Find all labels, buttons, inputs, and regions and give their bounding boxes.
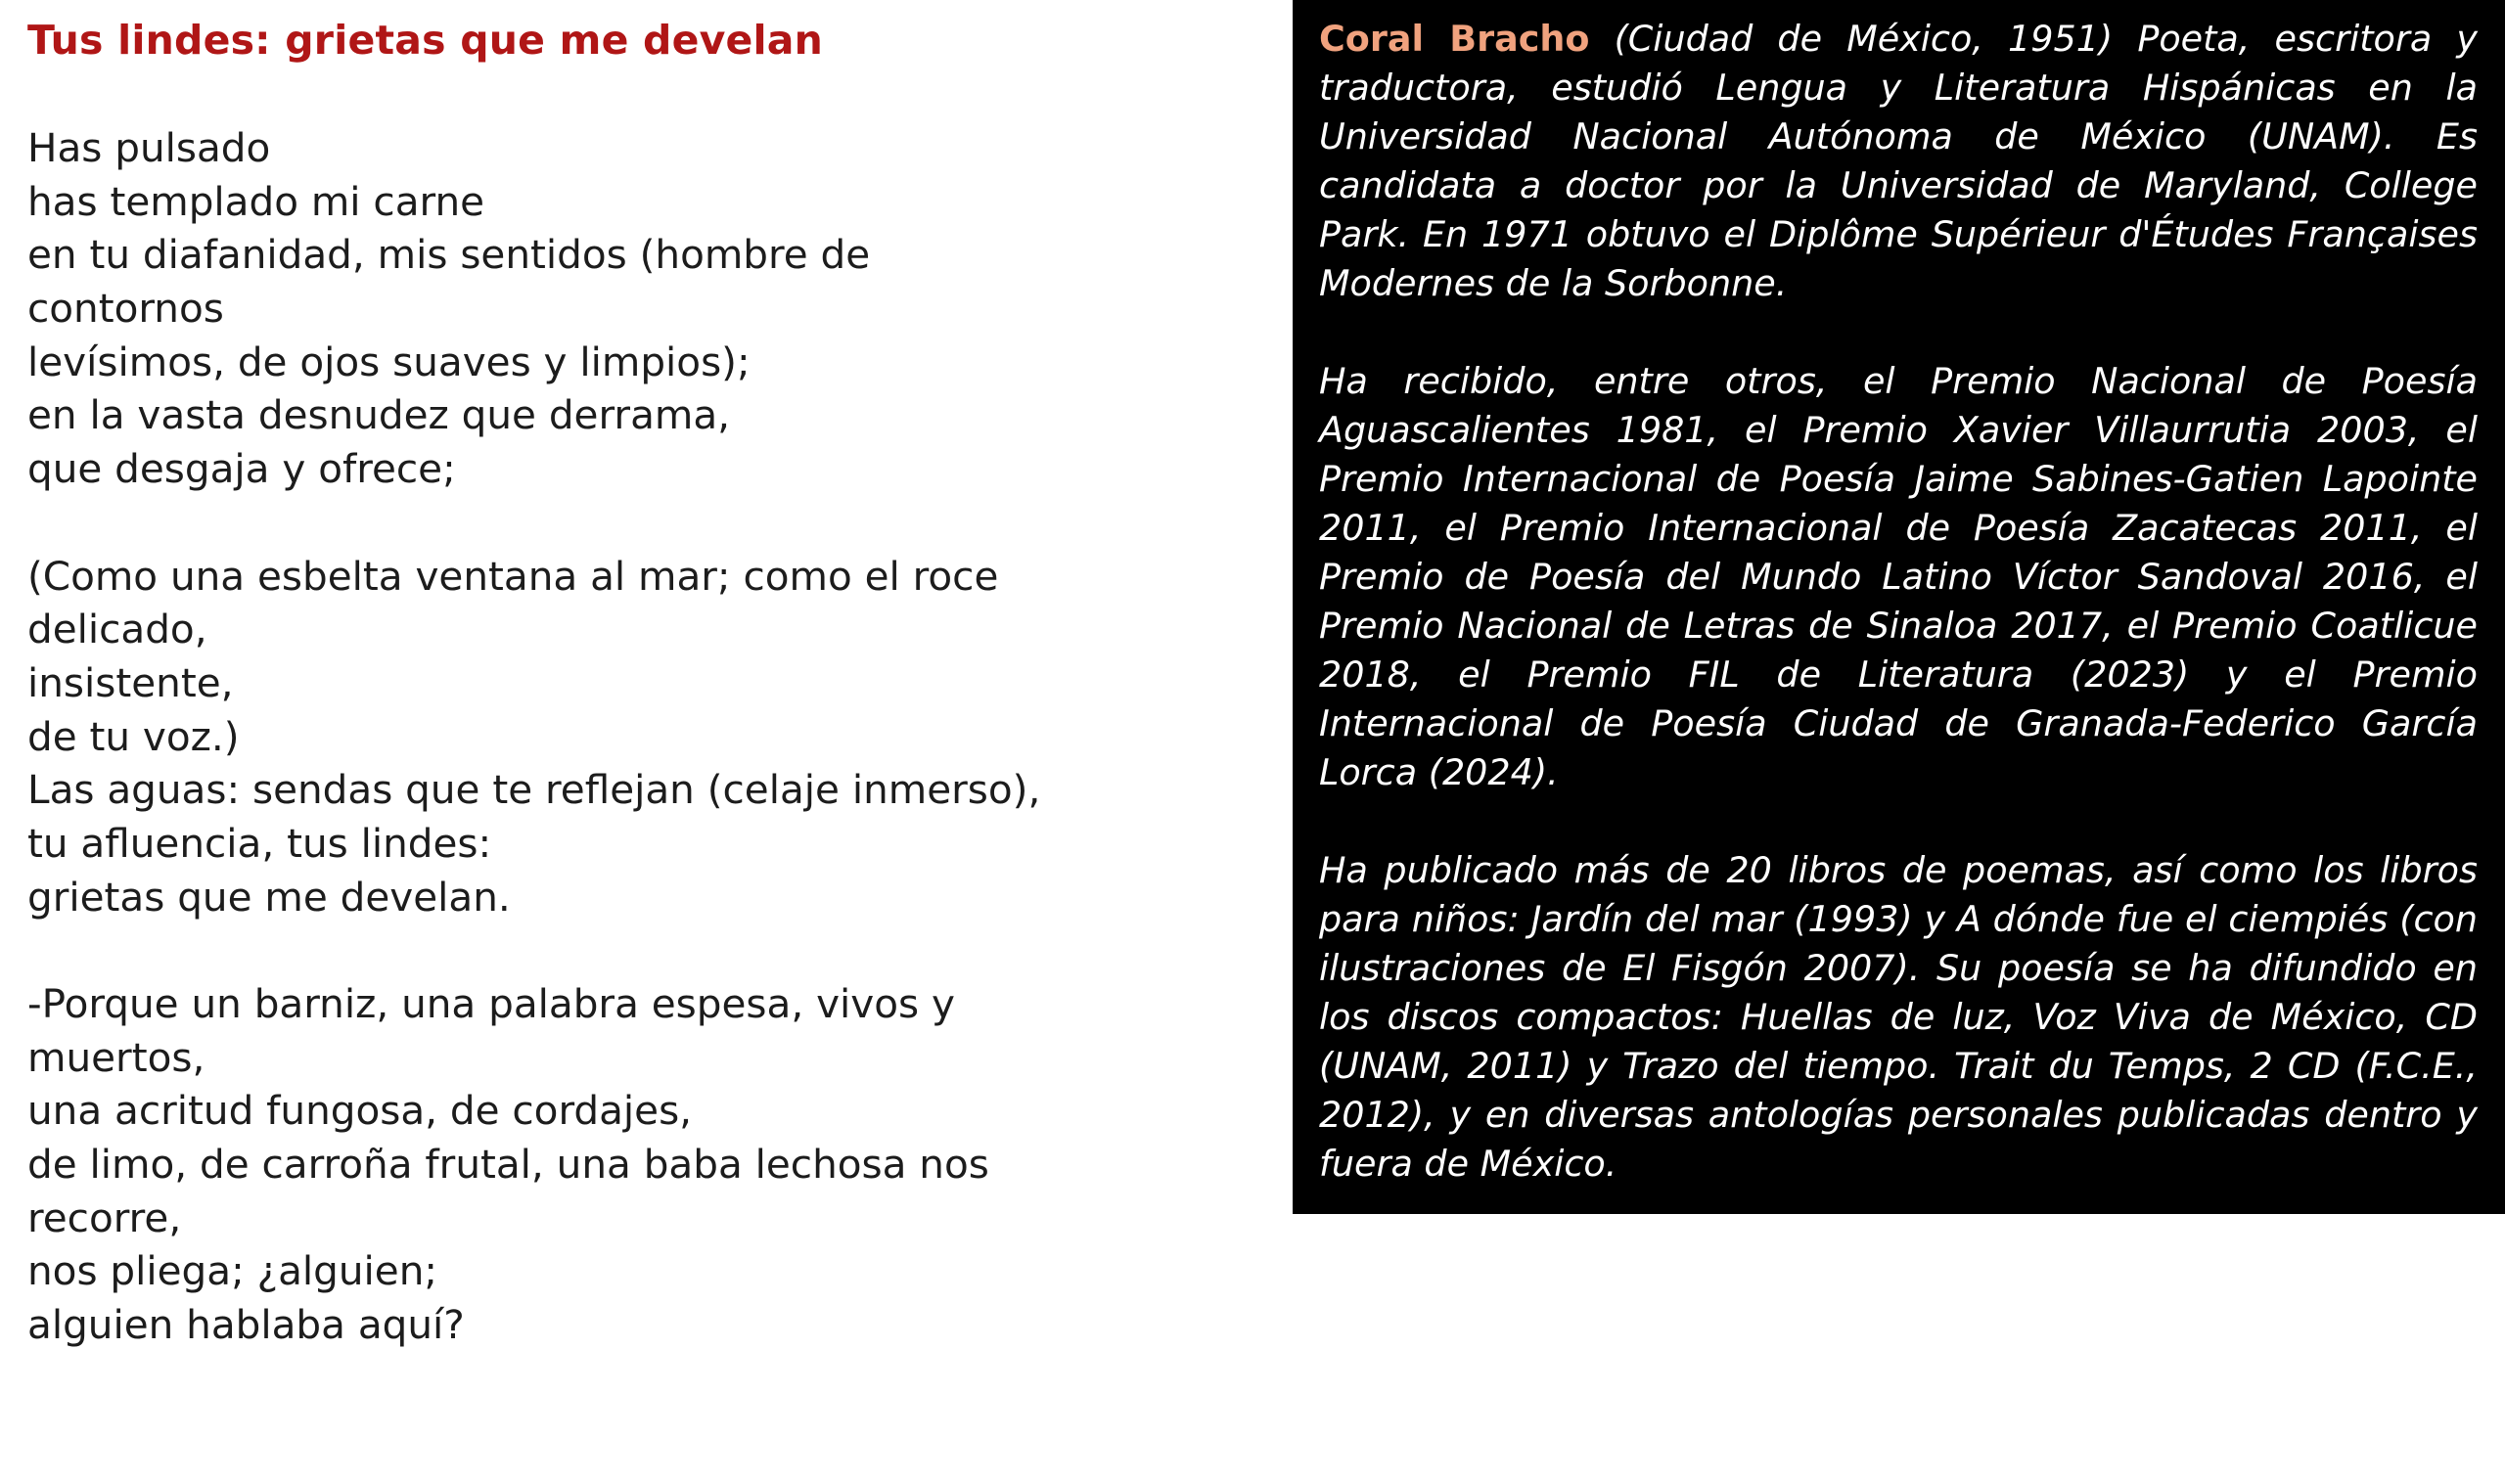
author-bio-panel	[1293, 0, 2505, 1214]
poem-section	[27, 14, 1270, 1352]
poem-line: Las aguas: sendas que te reflejan (celaje inmerso),	[27, 766, 1041, 814]
poem-line: muertos,	[27, 1033, 205, 1081]
poem-line: de limo, de carroña frutal, una baba lechosa nos	[27, 1141, 989, 1189]
bio-intro-text: (Ciudad de México, 1951) Poeta, escritora y traductora, estudió Lengua y Literatura Hispánicas en la Universidad Nacional Autónoma de México (UNAM). Es candidata a doctor por la Universidad de Maryland, College Park. En 1971 obtuvo el Diplôme Supérieur d'Études Françaises Modernes de la Sorbonne.	[1319, 18, 2478, 304]
stanza-break	[27, 496, 1270, 550]
bio-publications-paragraph: Ha publicado más de 20 libros de poemas, así como los libros para niños: Jardín del mar (1993) y A dónde fue el ciempiés (con ilustraciones de El Fisgón 2007). Su poesía se ha difundido en los discos compactos: Huellas de luz, Voz Viva de México, CD (UNAM, 2011) y Trazo del tiempo. Trait du Temps, 2 CD (F.C.E., 2012), y en diversas antologías personales publicadas dentro y fuera de México.	[1319, 849, 2478, 1185]
poem-body	[27, 121, 1270, 1352]
poem-line: recorre,	[27, 1193, 182, 1241]
poem-line: Has pulsado	[27, 124, 271, 171]
poem-line: (Como una esbelta ventana al mar; como el roce	[27, 552, 999, 600]
author-bio-text	[1319, 15, 2478, 1237]
poem-line: insistente,	[27, 658, 234, 706]
poem-line: levísimos, de ojos suaves y limpios);	[27, 337, 751, 385]
bio-awards-paragraph: Ha recibido, entre otros, el Premio Nacional de Poesía Aguascalientes 1981, el Premio Xavier Villaurrutia 2003, el Premio Internacional de Poesía Jaime Sabines-Gatien Lapointe 2011, el Premio Internacional de Poesía Zacatecas 2011, el Premio de Poesía del Mundo Latino Víctor Sandoval 2016, el Premio Nacional de Letras de Sinaloa 2017, el Premio Coatlicue 2018, el Premio FIL de Literatura (2023) y el Premio Internacional de Poesía Ciudad de Granada-Federico García Lorca (2024).	[1319, 360, 2478, 793]
author-name: Coral Bracho	[1319, 18, 1590, 60]
poem-line: una acritud fungosa, de cordajes,	[27, 1087, 693, 1135]
poem-line: delicado,	[27, 606, 207, 653]
poem-line: en la vasta desnudez que derrama,	[27, 391, 731, 439]
poem-line: que desgaja y ofrece;	[27, 445, 456, 493]
poem-line: has templado mi carne	[27, 177, 485, 225]
poem-line: -Porque un barniz, una palabra espesa, vivos y	[27, 980, 955, 1027]
poem-line: nos pliega; ¿alguien;	[27, 1247, 438, 1295]
poem-line: tu afluencia, tus lindes:	[27, 819, 492, 867]
poem-line: grietas que me develan.	[27, 873, 511, 921]
poem-title: Tus lindes: grietas que me develan	[27, 17, 824, 64]
bio-intro-paragraph	[1319, 15, 2478, 308]
poem-line: alguien hablaba aquí?	[27, 1301, 465, 1349]
stanza-break	[27, 923, 1270, 977]
poem-line: de tu voz.)	[27, 712, 240, 760]
poem-line: contornos	[27, 285, 224, 333]
poem-line: en tu diafanidad, mis sentidos (hombre de	[27, 231, 871, 279]
